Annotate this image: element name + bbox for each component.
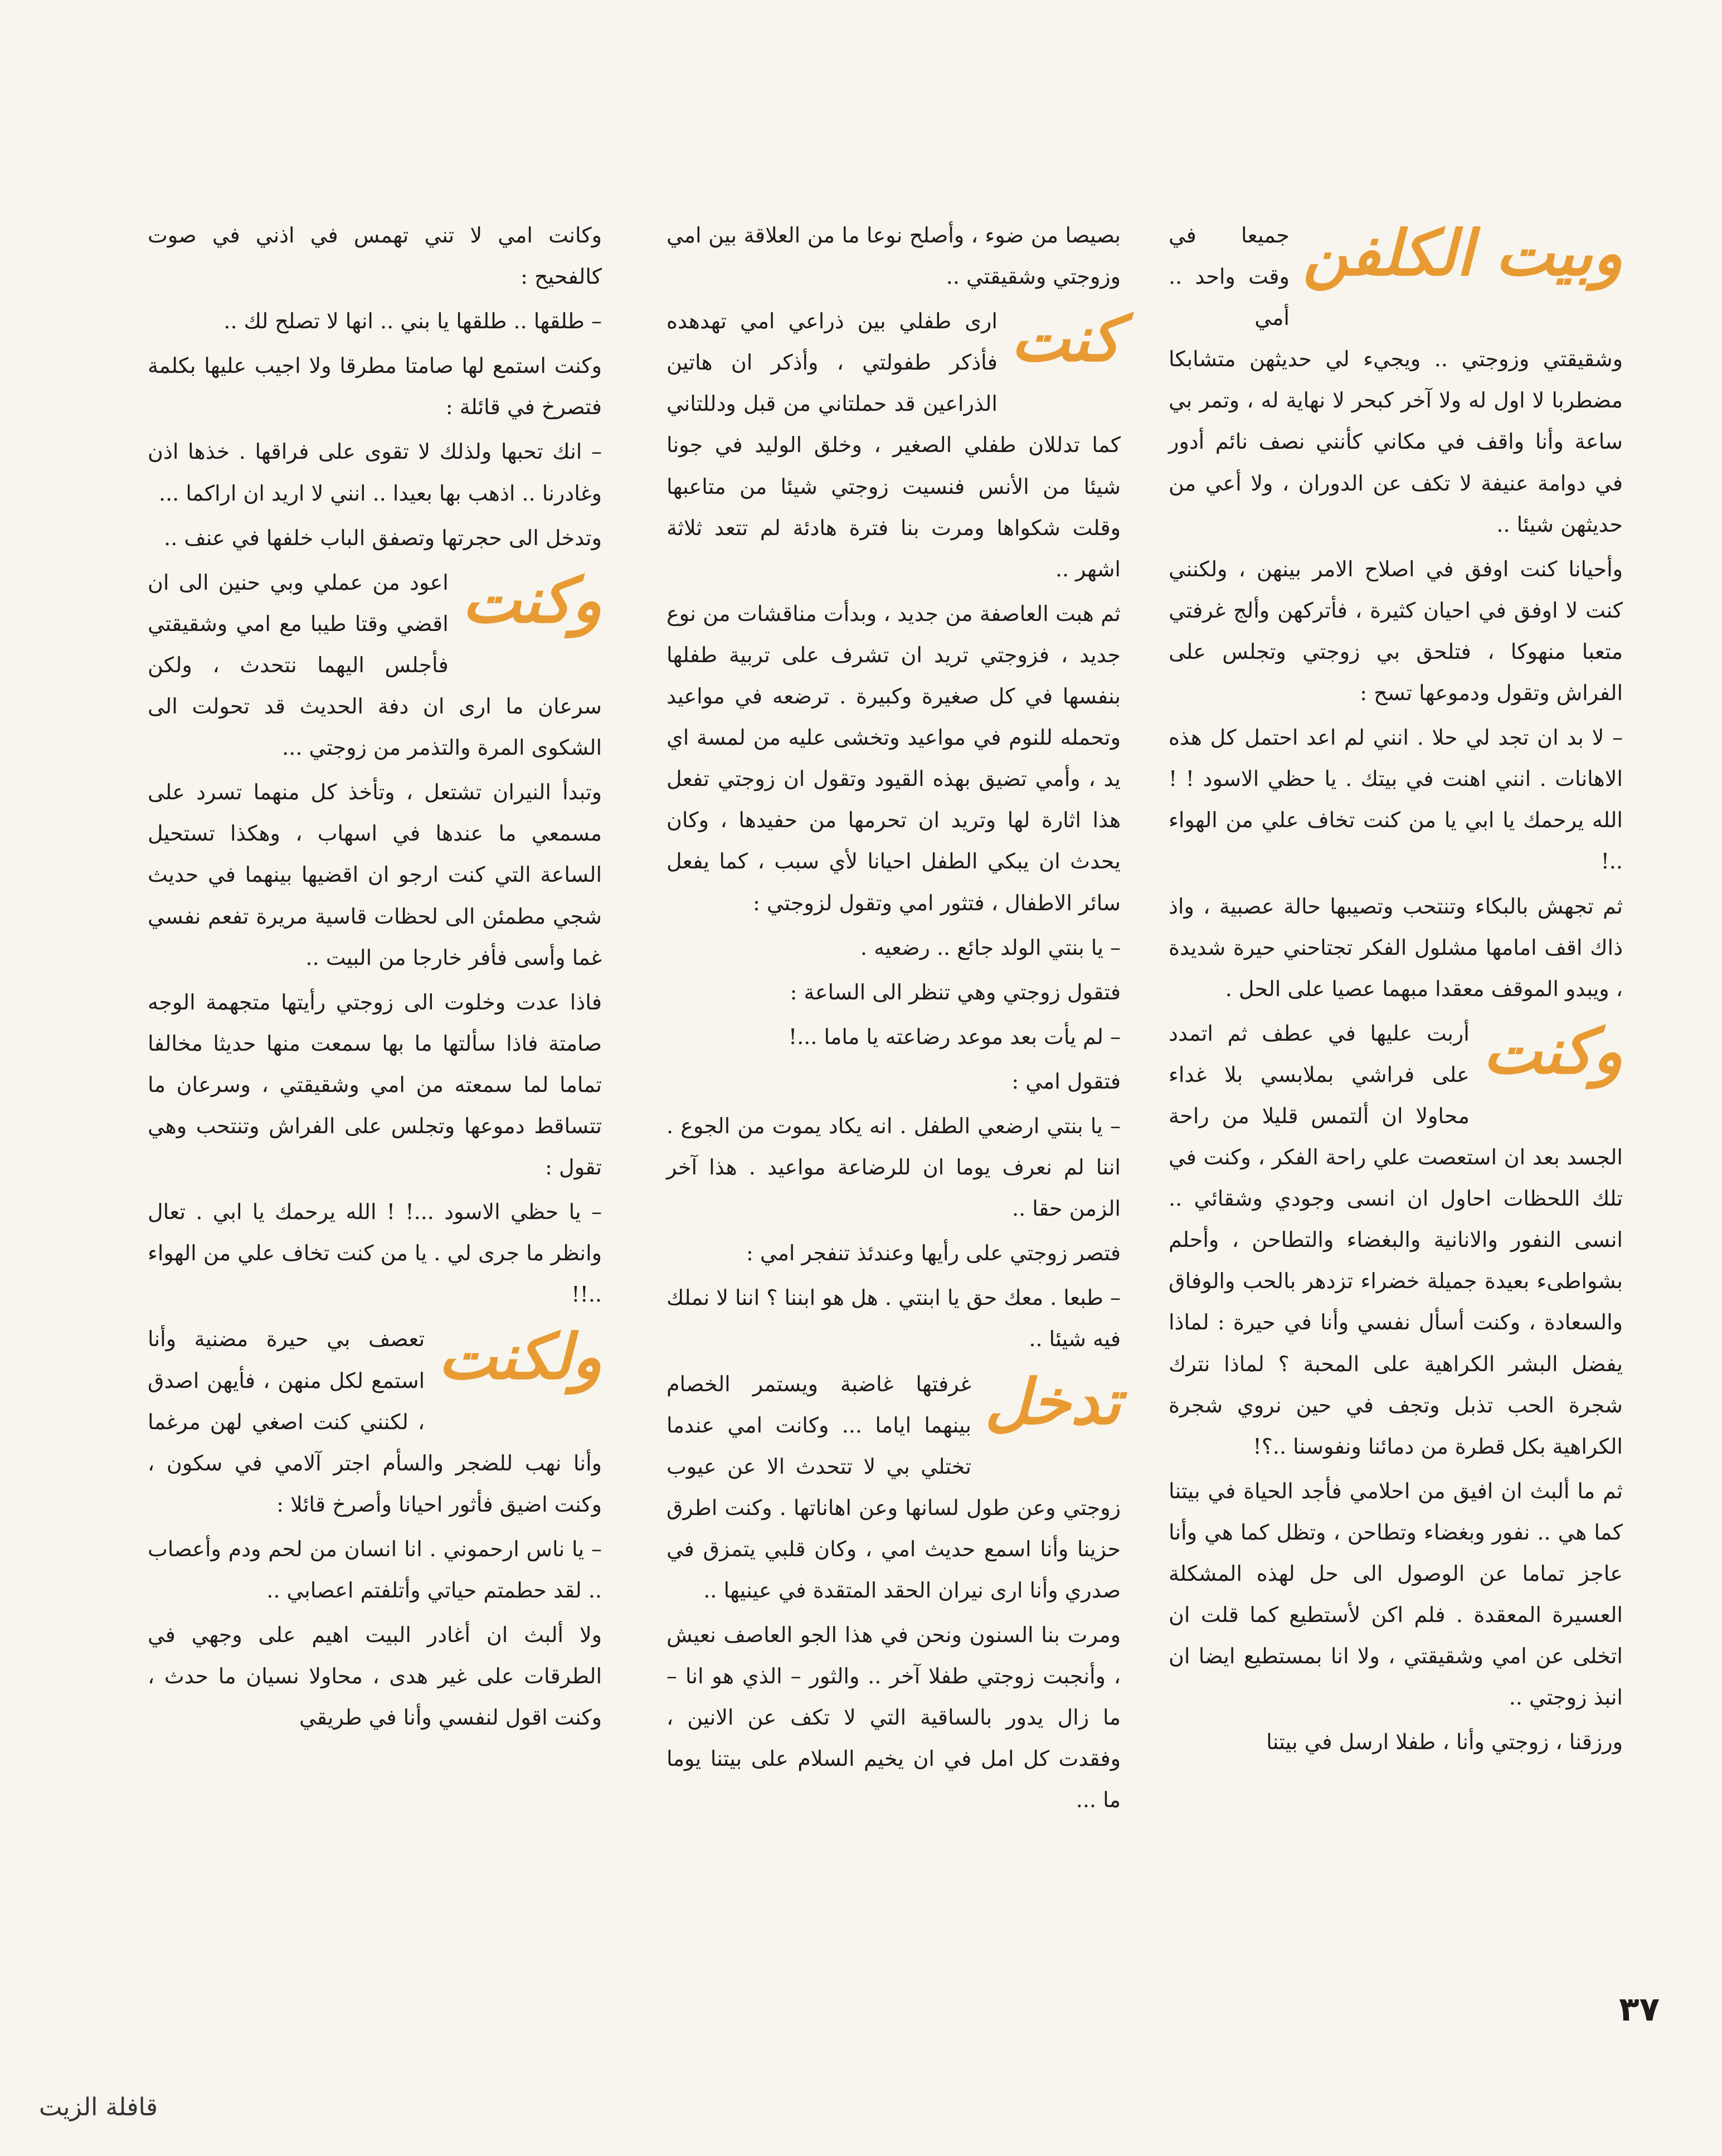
paragraph: فتصر زوجتي على رأيها وعندئذ تنفجر امي :: [746, 1241, 1121, 1266]
paragraph: ثم هبت العاصفة من جديد ، وبدأت مناقشات من نوع جديد ، فزوجتي تريد ان تشرف على تربية طفلها بنفسها في كل صغيرة وكبيرة . ترضعه في مواعيد وتحمله للنوم في مواعيد وتخشى عليه من لمسة اي يد ، وأمي تضيق بهذه القيود وتقول ان زوجتي تفعل هذا اثارة لها وتريد ان تحرمها من حفيدها ، وكان يحدث ان يبكي الطفل احيانا لأي سبب ، كما يفعل سائر الاطفال ، فتثور امي وتقول لزوجتي :: [667, 601, 1121, 915]
magazine-name: قافلة الزيت: [39, 2093, 158, 2121]
paragraph: جميعا في وقت واحد .. أمي وشقيقتي وزوجتي .. ويجيء لي حديثهن متشابكا مضطربا لا اول له ولا آخر كبحر لا نهاية له ، وتمر بي ساعة وأنا واقف في مكاني كأنني نصف نائم أدور في دوامة عنيفة لا تكف عن الدوران ، ولا أعي من حديثهن شيئا ..: [1169, 223, 1623, 537]
paragraph: ورزقنا ، زوجتي وأنا ، طفلا ارسل في بيتنا: [1266, 1730, 1623, 1755]
ornamental-heading: كنت: [1010, 303, 1121, 376]
paragraph: تعصف بي حيرة مضنية وأنا استمع لكل منهن ، فأيهن اصدق ، لكنني كنت اصغي لهن مرغما وأنا نهب للضجر والسأم اجتر آلامي في سكون ، وكنت اضيق فأثور احيانا وأصرخ قائلا :: [148, 1327, 602, 1517]
paragraph: بصيصا من ضوء ، وأصلح نوعا ما من العلاقة بين امي وزوجتي وشقيقتي ..: [667, 223, 1121, 289]
ornamental-heading: ولكنت: [438, 1321, 602, 1394]
column-middle: [667, 215, 1121, 1824]
column-right: [1169, 215, 1623, 1766]
paragraph: – انك تحبها ولذلك لا تقوى على فراقها . خذها اذن وغادرنا .. اذهب بها بعيدا .. انني لا اريد ان اراكما ...: [148, 439, 602, 506]
page-number: ٣٧: [1619, 1990, 1660, 2029]
paragraph: – لم يأت بعد موعد رضاعته يا ماما ...!: [788, 1024, 1121, 1049]
paragraph: وتدخل الى حجرتها وتصفق الباب خلفها في عنف ..: [164, 525, 602, 550]
paragraph: ولا ألبث ان أغادر البيت اهيم على وجهي في الطرقات على غير هدى ، محاولا نسيان ما حدث ، وكنت اقول لنفسي وأنا في طريقي: [148, 1623, 602, 1730]
paragraph: وكانت امي لا تني تهمس في اذني في صوت كالفحيح :: [148, 223, 602, 289]
ornamental-heading: تدخل: [984, 1366, 1121, 1439]
ornamental-heading: وكنت: [1482, 1015, 1623, 1088]
paragraph: وأحيانا كنت اوفق في اصلاح الامر بينهن ، ولكنني كنت لا اوفق في احيان كثيرة ، فأتركهن وألج غرفتي متعبا منهوكا ، فتلحق بي زوجتي وتجلس على الفراش وتقول ودموعها تسح :: [1169, 556, 1623, 706]
paragraph: ومرت بنا السنون ونحن في هذا الجو العاصف نعيش ، وأنجبت زوجتي طفلا آخر .. والثور – الذي هو انا – ما زال يدور بالساقية التي لا تكف عن الانين ، وفقدت كل امل في ان يخيم السلام على بيتنا يوما ما ...: [667, 1623, 1121, 1813]
paragraph: ثم تجهش بالبكاء وتنتحب وتصيبها حالة عصبية ، واذ ذاك اقف امامها مشلول الفكر تجتاحني حيرة شديدة ، ويبدو الموقف معقدا مبهما عصيا على الحل .: [1169, 894, 1623, 1001]
paragraph: – طبعا . معك حق يا ابنتي . هل هو ابننا ؟ اننا لا نملك فيه شيئا ..: [667, 1285, 1121, 1352]
paragraph: – لا بد ان تجد لي حلا . انني لم اعد احتمل كل هذه الاهانات . انني اهنت في بيتك . يا حظي الاسود ! ! الله يرحمك يا ابي يا من كنت تخاف علي من الهواء ..!: [1169, 725, 1623, 874]
paragraph: – طلقها .. طلقها يا بني .. انها لا تصلح لك ..: [223, 309, 602, 334]
paragraph: وتبدأ النيران تشتعل ، وتأخذ كل منهما تسرد على مسمعي ما عندها في اسهاب ، وهكذا تستحيل الساعة التي كنت ارجو ان اقضيها بينهما في حديث شجي مطمئن الى لحظات قاسية مريرة تفعم نفسي غما وأسى فأفر خارجا من البيت ..: [148, 780, 602, 970]
column-left: [148, 215, 602, 1741]
paragraph: ثم ما ألبث ان افيق من احلامي فأجد الحياة في بيتنا كما هي .. نفور وبغضاء وتطاحن ، وتظل كما هي وأنا عاجز تماما عن الوصول الى حل لهذه المشكلة العسيرة المعقدة . فلم اكن لأستطيع كما قلت ان اتخلى عن امي وشقيقتي ، ولا انا بمستطيع ايضا ان انبذ زوجتي ..: [1169, 1478, 1623, 1710]
paragraph: وكنت استمع لها صامتا مطرقا ولا اجيب عليها بكلمة فتصرخ في قائلة :: [148, 353, 602, 420]
paragraph: فتقول امي :: [1011, 1069, 1121, 1094]
paragraph: فتقول زوجتي وهي تنظر الى الساعة :: [790, 979, 1121, 1004]
paragraph: – يا حظي الاسود ...! ! الله يرحمك يا ابي . تعال وانظر ما جرى لي . يا من كنت تخاف علي من الهواء ..!!: [148, 1200, 602, 1307]
paragraph: ارى طفلي بين ذراعي امي تهدهده فأذكر طفولتي ، وأذكر ان هاتين الذراعين قد حملتاني من قبل ودللتاني كما تدللان طفلي الصغير ، وخلق الوليد في جونا شيئا من الأنس فنسيت زوجتي شيئا من متاعبها وقلت شكواها ومرت بنا فترة هادئة لم تتعد ثلاثة اشهر ..: [667, 309, 1121, 581]
paragraph: أربت عليها في عطف ثم اتمدد على فراشي بملابسي بلا غداء محاولا ان ألتمس قليلا من راحة الجسد بعد ان استعصت علي راحة الفكر ، وكنت في تلك اللحظات احاول ان انسى وجودي وشقائي .. انسى النفور والانانية والبغضاء والتطاحن ، وأحلم بشواطىء بعيدة جميلة خضراء تزدهر بالحب والوفاق والسعادة ، وكنت أسأل نفسي وأنا في حيرة : لماذا يفضل البشر الكراهية على المحبة ؟ لماذا نترك شجرة الحب تذبل وتجف في حين نروي شجرة الكراهية بكل قطرة من دمائنا ونفوسنا ..؟!: [1169, 1021, 1623, 1459]
ornamental-heading: وكنت: [461, 564, 602, 637]
paragraph: غرفتها غاضبة ويستمر الخصام بينهما اياما ... وكانت امي عندما تختلي بي لا تتحدث الا عن عيوب زوجتي وعن طول لسانها وعن اهاناتها . وكنت اطرق حزينا وأنا اسمع حديث امي ، وكان قلبي يتمزق في صدري وأنا ارى نيران الحقد المتقدة في عينيها ..: [667, 1371, 1121, 1603]
paragraph: فاذا عدت وخلوت الى زوجتي رأيتها متجهمة الوجه صامتة فاذا سألتها ما بها سمعت منها حديثا مخالفا تماما لما سمعته من امي وشقيقتي ، وسرعان ما تتساقط دموعها وتجلس على الفراش وتنتحب وهي تقول :: [148, 989, 602, 1180]
ornamental-heading: وبيت الكلفن: [1302, 217, 1623, 290]
paragraph: – يا بنتي ارضعي الطفل . انه يكاد يموت من الجوع . اننا لم نعرف يوما ان للرضاعة مواعيد . هذا آخر الزمن حقا ..: [667, 1113, 1121, 1221]
paragraph: اعود من عملي وبي حنين الى ان اقضي وقتا طيبا مع امي وشقيقتي فأجلس اليهما نتحدث ، ولكن سرعان ما ارى ان دفة الحديث قد تحولت الى الشكوى المرة والتذمر من زوجتي ...: [148, 570, 602, 760]
paragraph: – يا بنتي الولد جائع .. رضعيه .: [860, 935, 1121, 960]
paragraph: – يا ناس ارحموني . انا انسان من لحم ودم وأعصاب .. لقد حطمتم حياتي وأتلفتم اعصابي ..: [148, 1536, 602, 1603]
